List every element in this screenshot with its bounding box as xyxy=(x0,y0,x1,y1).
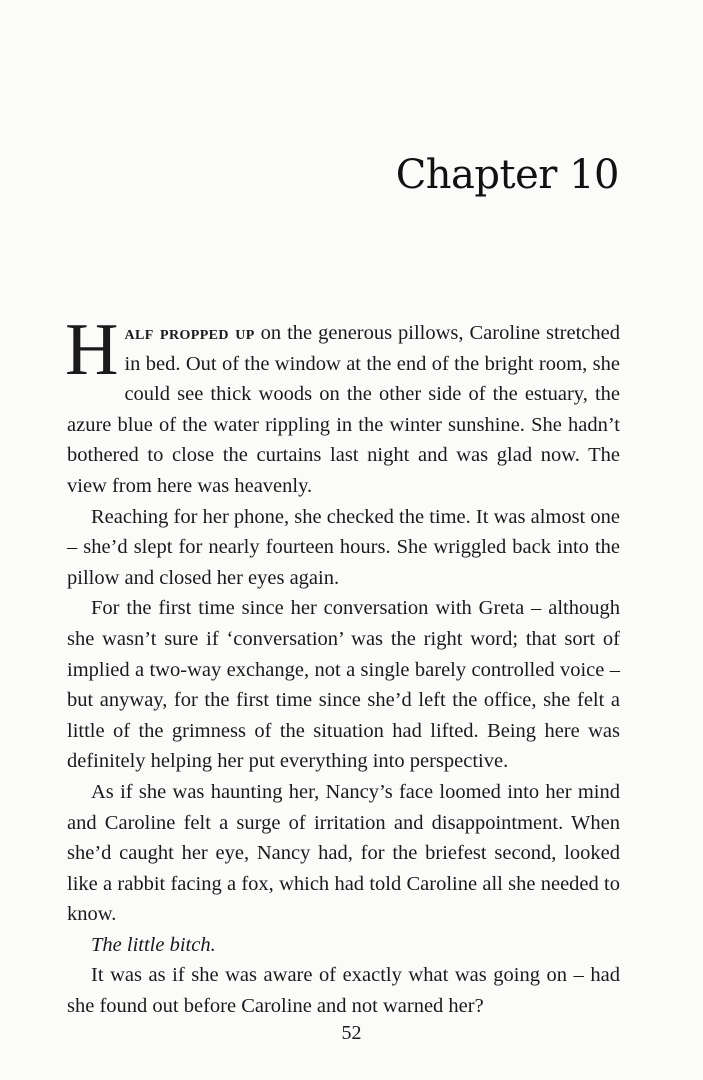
lead-in-smallcaps: alf propped up xyxy=(124,322,255,344)
paragraph-opening-text: on the generous pillows, Caroline stretched in bed. Out of the window at the end of the bright room, she could see thick woods on the other side of the estuary, the azure blue of the water rippling in the winter sunshine. She hadn’t bothered to close the curtains last night and was glad now. The view from here was heavenly. xyxy=(67,322,621,497)
page-number: 52 xyxy=(341,1022,362,1044)
paragraph-4: As if she was haunting her, Nancy’s face loomed into her mind and Caroline felt a surge of irritation and disappointment. When she’d caught her eye, Nancy had, for the briefest second, looked like a rabbit facing a fox, which had told Caroline all she needed to know. xyxy=(67,780,620,926)
paragraph-6: It was as if she was aware of exactly what was going on – had she found out before Caroline and not warned her? xyxy=(67,964,620,1018)
paragraph-2: Reaching for her phone, she checked the time. It was almost one – she’d slept for nearly fourteen hours. She wriggled back into the pillow and closed her eyes again. xyxy=(67,505,620,589)
body-text xyxy=(65,309,621,1022)
paragraph-opening xyxy=(65,309,621,502)
chapter-title: Chapter 10 xyxy=(395,152,619,198)
paragraph-3: For the first time since her conversation with Greta – although she wasn’t sure if ‘conversation’ was the right word; that sort of implied a two-way exchange, not a single barely controlled voice – but anyway, for the first time since she’d left the office, she felt a little of the grimness of the situation had lifted. Being here was definitely helping her put everything into perspective. xyxy=(67,597,620,773)
drop-cap: H xyxy=(65,309,119,391)
paragraph-5: The little bitch. xyxy=(91,933,216,956)
